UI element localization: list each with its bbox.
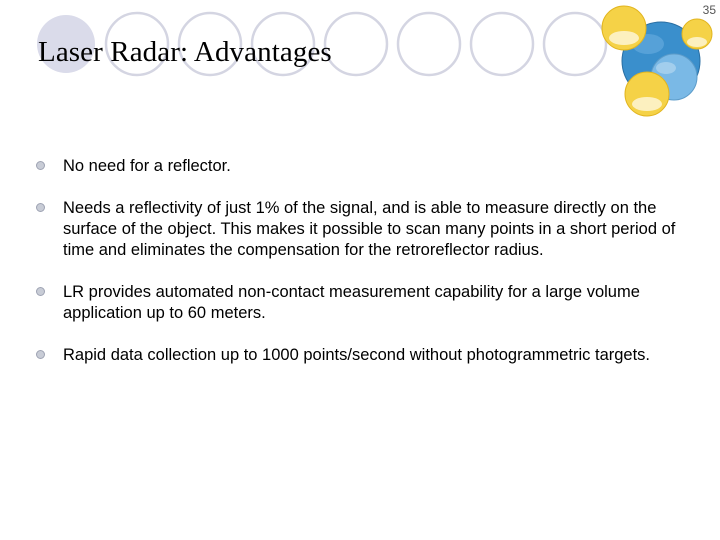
slide-number: 35 [702, 3, 716, 17]
bullet-dot-icon [36, 287, 45, 296]
bullet-item [36, 282, 686, 324]
logo-cluster-icon [602, 6, 712, 116]
bullet-item [36, 345, 686, 366]
bullet-item [36, 198, 686, 261]
bullet-text: Rapid data collection up to 1000 points/second without photogrammetric targets. [63, 346, 651, 364]
bullet-dot-icon [36, 161, 45, 170]
decor-circle-outline [398, 13, 460, 75]
bullet-text: Needs a reflectivity of just 1% of the signal, and is able to measure directly on the surface of the object. This makes it possible to scan many points in a short period of time and eliminates the compensation for the retroreflector radius. [63, 199, 676, 259]
bullet-list [36, 156, 686, 387]
decor-circle-outline [544, 13, 606, 75]
bullet-item [36, 156, 686, 177]
bullet-text: LR provides automated non-contact measurement capability for a large volume application up to 60 meters. [63, 283, 640, 322]
decor-circle-outline [471, 13, 533, 75]
bullet-dot-icon [36, 203, 45, 212]
bullet-text: No need for a reflector. [63, 157, 231, 175]
decor-circle-outline [325, 13, 387, 75]
slide-title: Laser Radar: Advantages [38, 36, 332, 68]
bullet-dot-icon [36, 350, 45, 359]
